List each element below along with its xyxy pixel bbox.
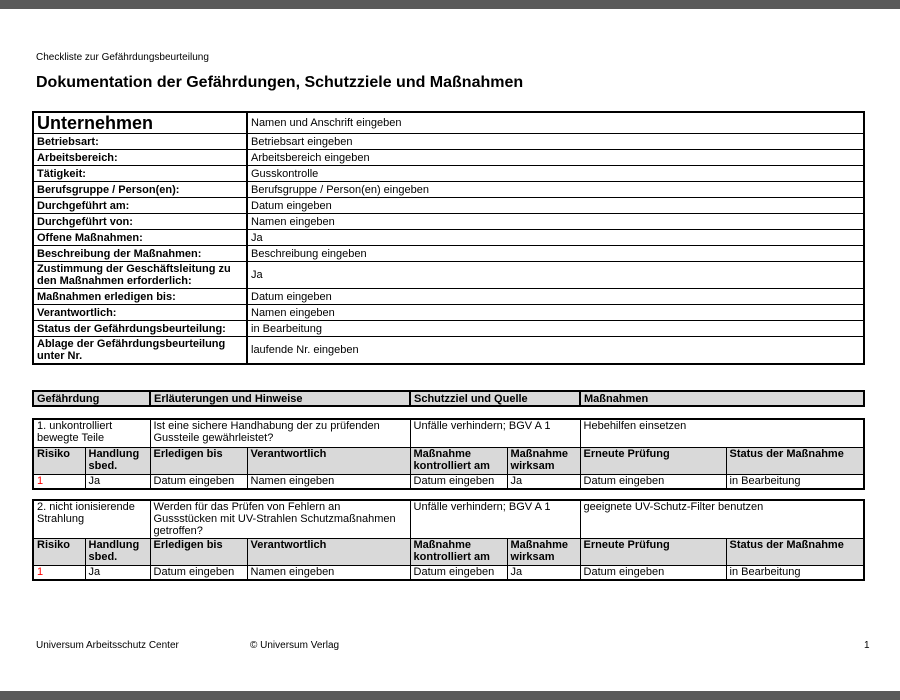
subheader-risk: Risiko [33, 448, 85, 475]
hazard-table [32, 418, 865, 490]
subheader-handling: Handlung sbed. [85, 538, 150, 565]
footer-copyright: © Universum Verlag [250, 640, 340, 651]
status-value[interactable]: in Bearbeitung [726, 565, 864, 580]
table-row [33, 305, 864, 321]
effective-value[interactable]: Ja [507, 565, 580, 580]
subheader-effective: Maßnahme wirksam [507, 538, 580, 565]
row-label: Ablage der Gefährdungsbeurteilung unter Nr. [33, 337, 247, 364]
table-row [33, 565, 864, 580]
table-row [33, 419, 864, 448]
table-row [33, 538, 864, 565]
row-label: Offene Maßnahmen: [33, 230, 247, 246]
footer-publisher: Universum Arbeitsschutz Center [36, 640, 179, 651]
table-row [33, 214, 864, 230]
subheader-responsible: Verantwortlich [247, 538, 410, 565]
table-row [33, 150, 864, 166]
risk-value[interactable]: 1 [33, 565, 85, 580]
hazard-goal[interactable]: Unfälle verhindern; BGV A 1 [410, 500, 580, 538]
subheader-effective: Maßnahme wirksam [507, 448, 580, 475]
col-notes: Erläuterungen und Hinweise [150, 391, 410, 406]
document-subtitle: Checkliste zur Gefährdungsbeurteilung [36, 52, 209, 63]
company-value[interactable]: Namen und Anschrift eingeben [247, 112, 864, 134]
col-goal: Schutzziel und Quelle [410, 391, 580, 406]
risk-value[interactable]: 1 [33, 475, 85, 490]
table-row [33, 246, 864, 262]
col-hazard: Gefährdung [33, 391, 150, 406]
row-value[interactable]: Gusskontrolle [247, 166, 864, 182]
subheader-handling: Handlung sbed. [85, 448, 150, 475]
responsible-value[interactable]: Namen eingeben [247, 475, 410, 490]
effective-value[interactable]: Ja [507, 475, 580, 490]
table-row [33, 448, 864, 475]
bottom-bar [0, 691, 900, 700]
row-value[interactable]: Namen eingeben [247, 305, 864, 321]
hazard-measures[interactable]: Hebehilfen einsetzen [580, 419, 864, 448]
subheader-risk: Risiko [33, 538, 85, 565]
table-row [33, 166, 864, 182]
document-title: Dokumentation der Gefährdungen, Schutzziele und Maßnahmen [36, 74, 524, 91]
row-value[interactable]: Datum eingeben [247, 198, 864, 214]
subheader-status: Status der Maßnahme [726, 448, 864, 475]
row-label: Tätigkeit: [33, 166, 247, 182]
page-number: 1 [864, 640, 870, 651]
row-label: Betriebsart: [33, 134, 247, 150]
row-label: Status der Gefährdungsbeurteilung: [33, 321, 247, 337]
subheader-recheck: Erneute Prüfung [580, 538, 726, 565]
row-label: Durchgeführt von: [33, 214, 247, 230]
row-label: Arbeitsbereich: [33, 150, 247, 166]
status-value[interactable]: in Bearbeitung [726, 475, 864, 490]
row-value[interactable]: Datum eingeben [247, 289, 864, 305]
row-value[interactable]: Beschreibung eingeben [247, 246, 864, 262]
subheader-status: Status der Maßnahme [726, 538, 864, 565]
table-row [33, 262, 864, 289]
controlled-value[interactable]: Datum eingeben [410, 565, 507, 580]
row-value[interactable]: Ja [247, 262, 864, 289]
row-value[interactable]: in Bearbeitung [247, 321, 864, 337]
hazard-name[interactable]: 2. nicht ionisierende Strahlung [33, 500, 150, 538]
col-measures: Maßnahmen [580, 391, 864, 406]
row-value[interactable]: Betriebsart eingeben [247, 134, 864, 150]
hazard-table [32, 499, 865, 581]
row-value[interactable]: laufende Nr. eingeben [247, 337, 864, 364]
table-row [33, 475, 864, 490]
hazard-column-header [32, 390, 865, 407]
table-row [33, 230, 864, 246]
table-row [33, 500, 864, 538]
responsible-value[interactable]: Namen eingeben [247, 565, 410, 580]
row-label: Berufsgruppe / Person(en): [33, 182, 247, 198]
hazard-notes[interactable]: Ist eine sichere Handhabung der zu prüfenden Gussteile gewährleistet? [150, 419, 410, 448]
row-label: Zustimmung der Geschäftsleitung zu den Maßnahmen erforderlich: [33, 262, 247, 289]
row-value[interactable]: Ja [247, 230, 864, 246]
company-label: Unternehmen [33, 112, 247, 134]
subheader-controlled: Maßnahme kontrolliert am [410, 538, 507, 565]
table-row [33, 337, 864, 364]
row-label: Maßnahmen erledigen bis: [33, 289, 247, 305]
row-label: Durchgeführt am: [33, 198, 247, 214]
handling-value[interactable]: Ja [85, 565, 150, 580]
subheader-controlled: Maßnahme kontrolliert am [410, 448, 507, 475]
table-row [33, 391, 864, 406]
row-label: Verantwortlich: [33, 305, 247, 321]
subheader-responsible: Verantwortlich [247, 448, 410, 475]
table-row [33, 198, 864, 214]
due-value[interactable]: Datum eingeben [150, 565, 247, 580]
row-value[interactable]: Arbeitsbereich eingeben [247, 150, 864, 166]
table-row [33, 182, 864, 198]
subheader-due: Erledigen bis [150, 448, 247, 475]
hazard-goal[interactable]: Unfälle verhindern; BGV A 1 [410, 419, 580, 448]
hazard-notes[interactable]: Werden für das Prüfen von Fehlern an Gussstücken mit UV-Strahlen Schutzmaßnahmen getroffen? [150, 500, 410, 538]
subheader-recheck: Erneute Prüfung [580, 448, 726, 475]
row-value[interactable]: Berufsgruppe / Person(en) eingeben [247, 182, 864, 198]
controlled-value[interactable]: Datum eingeben [410, 475, 507, 490]
hazard-name[interactable]: 1. unkontrolliert bewegte Teile [33, 419, 150, 448]
due-value[interactable]: Datum eingeben [150, 475, 247, 490]
recheck-value[interactable]: Datum eingeben [580, 475, 726, 490]
subheader-due: Erledigen bis [150, 538, 247, 565]
handling-value[interactable]: Ja [85, 475, 150, 490]
table-row [33, 134, 864, 150]
hazard-measures[interactable]: geeignete UV-Schutz-Filter benutzen [580, 500, 864, 538]
recheck-value[interactable]: Datum eingeben [580, 565, 726, 580]
row-value[interactable]: Namen eingeben [247, 214, 864, 230]
table-row [33, 321, 864, 337]
table-row [33, 112, 864, 134]
company-info-table [32, 111, 865, 365]
row-label: Beschreibung der Maßnahmen: [33, 246, 247, 262]
top-bar [0, 0, 900, 9]
table-row [33, 289, 864, 305]
